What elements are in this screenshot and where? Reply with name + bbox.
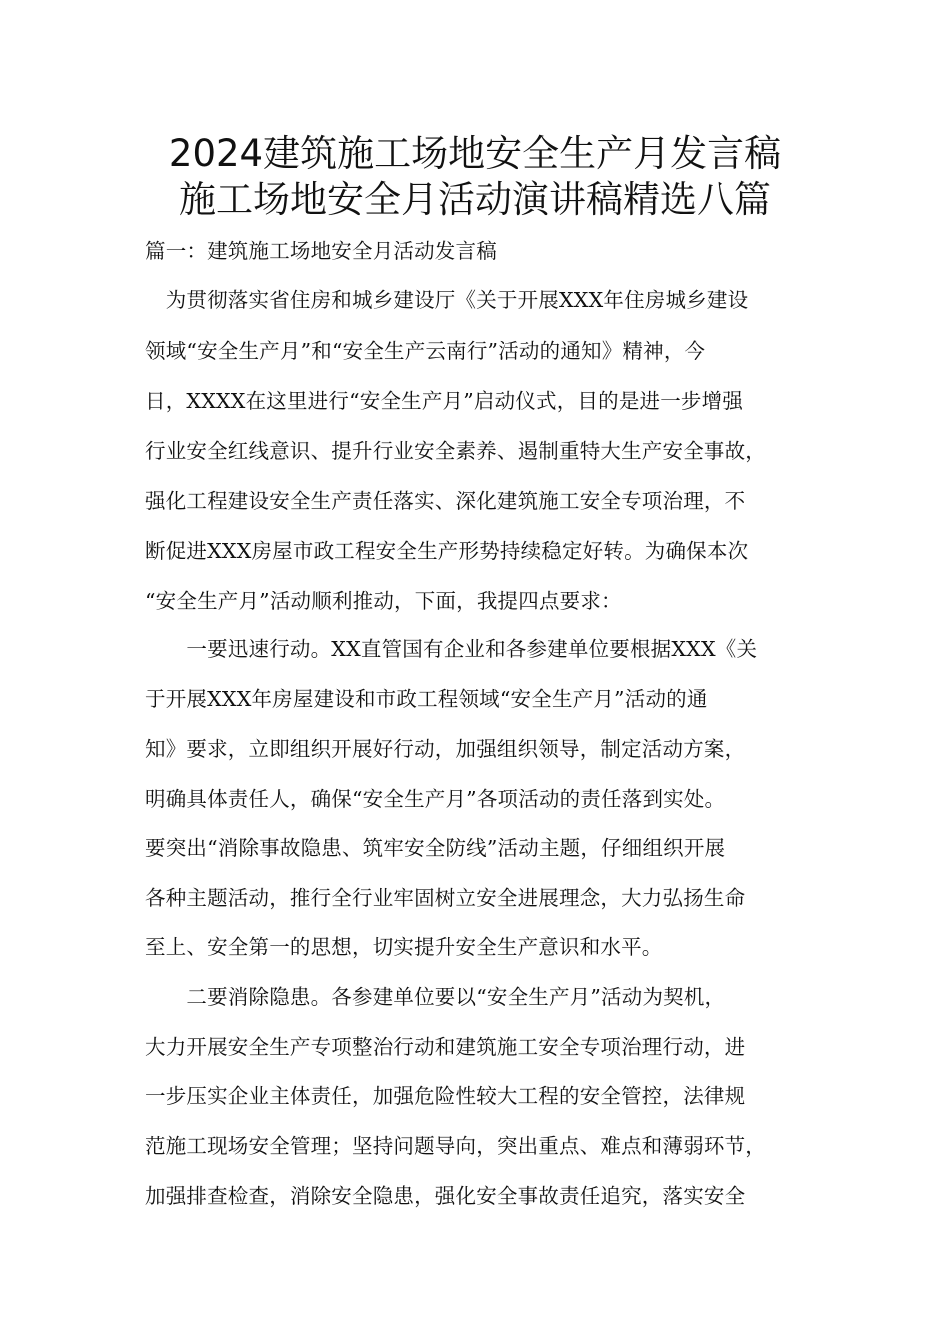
body-line: “安全生产月”活动顺利推动，下面，我提四点要求： — [145, 589, 622, 613]
document-title-line-2: 施工场地安全月活动演讲稿精选八篇 — [179, 178, 771, 221]
document-title-line-1: 2024建筑施工场地安全生产月发言稿 — [168, 132, 782, 175]
body-line: 明确具体责任人，确保“安全生产月”各项活动的责任落到实处。 — [145, 787, 726, 811]
body-line: 行业安全红线意识、提升行业安全素养、遏制重特大生产安全事故， — [145, 439, 766, 463]
body-line: 于开展XXX年房屋建设和市政工程领域“安全生产月”活动的通 — [145, 687, 708, 711]
body-line: 要突出“消除事故隐患、筑牢安全防线”活动主题，仔细组织开展 — [145, 836, 726, 860]
body-line: 一步压实企业主体责任，加强危险性较大工程的安全管控，法律规 — [145, 1084, 746, 1108]
body-line: 强化工程建设安全生产责任落实、深化建筑施工安全专项治理，不 — [145, 489, 746, 513]
body-line: 一要迅速行动。XX直管国有企业和各参建单位要根据XXX《关 — [145, 637, 758, 661]
body-line: 范施工现场安全管理；坚持问题导向，突出重点、难点和薄弱环节， — [145, 1134, 766, 1158]
body-line: 大力开展安全生产专项整治行动和建筑施工安全专项治理行动，进 — [145, 1035, 746, 1059]
body-line: 断促进XXX房屋市政工程安全生产形势持续稳定好转。为确保本次 — [145, 539, 749, 563]
body-line: 知》要求，立即组织开展好行动，加强组织领导，制定活动方案， — [145, 737, 746, 761]
body-line: 加强排查检查，消除安全隐患，强化安全事故责任追究，落实安全 — [145, 1184, 746, 1208]
body-line: 日，XXXX在这里进行“安全生产月”启动仪式，目的是进一步增强 — [145, 389, 744, 413]
body-line: 各种主题活动，推行全行业牢固树立安全进展理念，大力弘扬生命 — [145, 886, 746, 910]
body-line: 领域“安全生产月”和“安全生产云南行”活动的通知》精神，今 — [145, 339, 706, 363]
body-line: 至上、安全第一的思想，切实提升安全生产意识和水平。 — [145, 935, 663, 959]
section-heading: 篇一：建筑施工场地安全月活动发言稿 — [145, 239, 497, 263]
body-line: 二要消除隐患。各参建单位要以“安全生产月”活动为契机， — [145, 985, 726, 1009]
body-line: 为贯彻落实省住房和城乡建设厅《关于开展XXX年住房城乡建设 — [145, 288, 749, 312]
